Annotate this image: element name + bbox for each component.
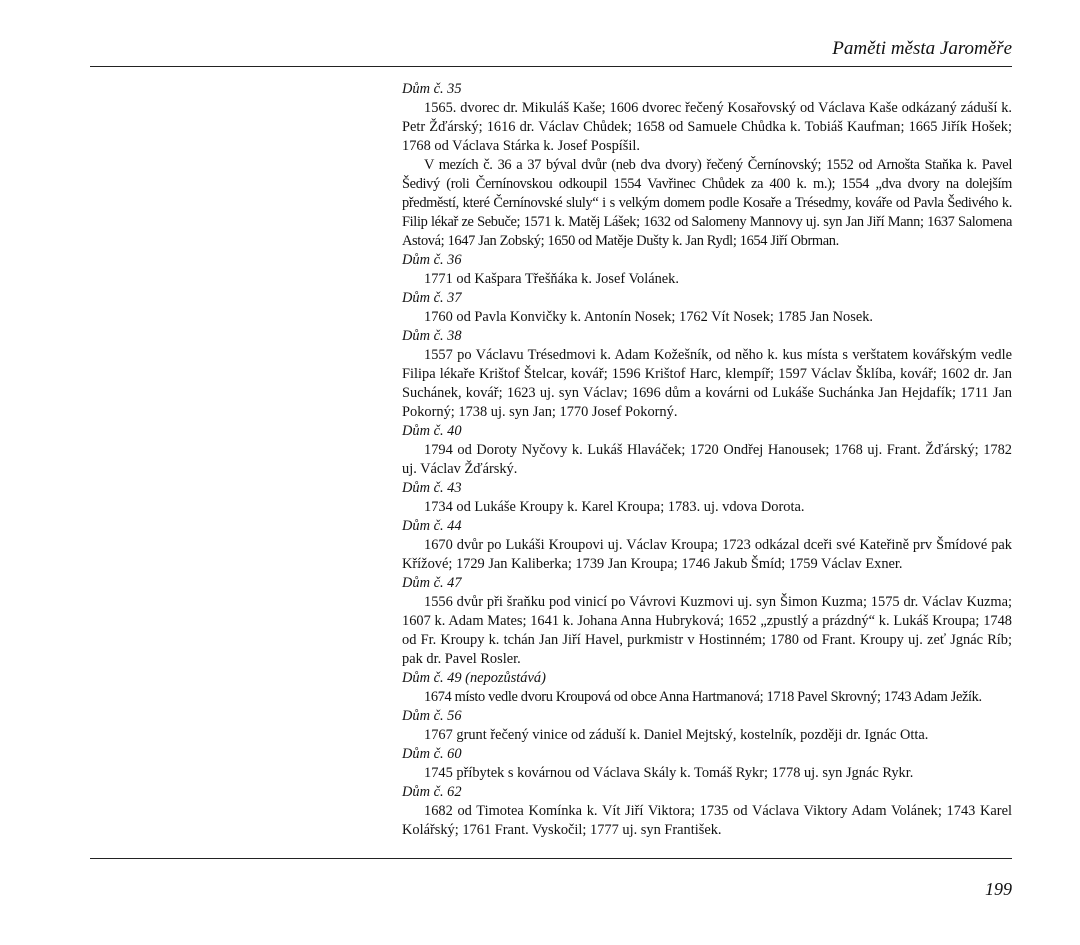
entry-paragraph: 1674 místo vedle dvoru Kroupová od obce Anna Hartmanová; 1718 Pavel Skrovný; 1743 Adam Ježík. [424, 689, 982, 705]
entry-title: Dům č. 35 [402, 81, 462, 97]
header-rule [90, 66, 1012, 67]
entry-title: Dům č. 60 [402, 746, 462, 762]
entry-title: Dům č. 38 [402, 328, 462, 344]
entry-paragraph: 1794 od Doroty Nyčovy k. Lukáš Hlaváček; 1720 Ondřej Hanousek; 1768 uj. Frant. Žďárský; 1782 uj. Václav Žďárský. [402, 442, 1012, 477]
entry-title: Dům č. 47 [402, 575, 462, 591]
entry-paragraph: 1682 od Timotea Komínka k. Vít Jiří Viktora; 1735 od Václava Viktory Adam Volánek; 1743 Karel Kolářský; 1761 Frant. Vyskočil; 1777 uj. syn František. [402, 803, 1012, 838]
entry-title: Dům č. 62 [402, 784, 462, 800]
page-body [402, 80, 1012, 840]
entry-paragraph: 1670 dvůr po Lukáši Kroupovi uj. Václav Kroupa; 1723 odkázal dceři své Kateřině prv Šmídové pak Křížové; 1729 Jan Kaliberka; 1739 Jan Kroupa; 1746 Jakub Šmíd; 1759 Václav Exner. [402, 537, 1012, 572]
entry-title: Dům č. 40 [402, 423, 462, 439]
footer-rule [90, 858, 1012, 859]
entry-paragraph: 1565. dvorec dr. Mikuláš Kaše; 1606 dvorec řečený Kosařovský od Václava Kaše odkázaný záduší k. Petr Žďárský; 1616 dr. Václav Chůdek; 1658 od Samuele Chůdka k. Tobiáš Kaufman; 1665 Jiřík Hošek; 1768 od Václava Stárka k. Josef Pospíšil. [402, 100, 1012, 154]
entry-title: Dům č. 43 [402, 480, 462, 496]
entry-title: Dům č. 56 [402, 708, 462, 724]
entry-paragraph: 1556 dvůr při šraňku pod vinicí po Vávrovi Kuzmovi uj. syn Šimon Kuzma; 1575 dr. Václav Kuzma; 1607 k. Adam Mates; 1641 k. Johana Anna Hubryková; 1652 „zpustlý a prázdný“ k. Lukáš Kroupa; 1748 od Fr. Kroupy k. tchán Jan Jiří Havel, purkmistr v Hostinném; 1780 od Frant. Kroupy uj. zeť Jgnác Ríb; pak dr. Pavel Rosler. [402, 594, 1012, 667]
entry-title: Dům č. 49 (nepozůstává) [402, 670, 546, 686]
entry-paragraph: 1745 příbytek s kovárnou od Václava Skály k. Tomáš Rykr; 1778 uj. syn Jgnác Rykr. [424, 765, 914, 781]
entry-paragraph: 1557 po Václavu Trésedmovi k. Adam Kožešník, od něho k. kus místa s verštatem kovářským vedle Filipa lékaře Krištof Štelcar, kovář; 1596 Krištof Harc, klempíř; 1597 Václav Šklíba, kovář; 1602 dr. Jan Suchánek, kovář; 1623 uj. syn Václav; 1696 dům a kovárni od Lukáše Suchánka Jan Hejdafík; 1711 Jan Pokorný; 1738 uj. syn Jan; 1770 Josef Pokorný. [402, 347, 1012, 420]
entry-paragraph: 1760 od Pavla Konvičky k. Antonín Nosek; 1762 Vít Nosek; 1785 Jan Nosek. [424, 309, 874, 325]
entry-title: Dům č. 44 [402, 518, 462, 534]
entry-paragraph: 1734 od Lukáše Kroupy k. Karel Kroupa; 1783. uj. vdova Dorota. [424, 499, 805, 515]
running-header-title: Paměti města Jaroměře [832, 38, 1012, 59]
entry-paragraph: V mezích č. 36 a 37 býval dvůr (neb dva dvory) řečený Černínovský; 1552 od Arnošta Staňka k. Pavel Šedivý (roli Černínovskou odkoupil 1554 Vavřinec Chůdek za 400 k. m.); 1554 „dva dvory na dolejším předměstí, které Černínovské sluly“ i s velkým domem podle Kosaře a Trésedmy, kováře od Pavla Šedivého k. Filip lékař ze Sebuče; 1571 k. Matěj Lášek; 1632 od Salomeny Mannovy uj. syn Jan Jiří Mann; 1637 Salomena Astová; 1647 Jan Zobský; 1650 od Matěje Dušty k. Jan Rydl; 1654 Jiří Obrman. [402, 157, 1012, 249]
entry-title: Dům č. 36 [402, 252, 462, 268]
entry-paragraph: 1771 od Kašpara Třešňáka k. Josef Volánek. [424, 271, 679, 287]
entry-paragraph: 1767 grunt řečený vinice od záduší k. Daniel Mejtský, kostelník, později dr. Ignác Otta. [424, 727, 929, 743]
page-number: 199 [985, 879, 1012, 899]
entry-title: Dům č. 37 [402, 290, 462, 306]
